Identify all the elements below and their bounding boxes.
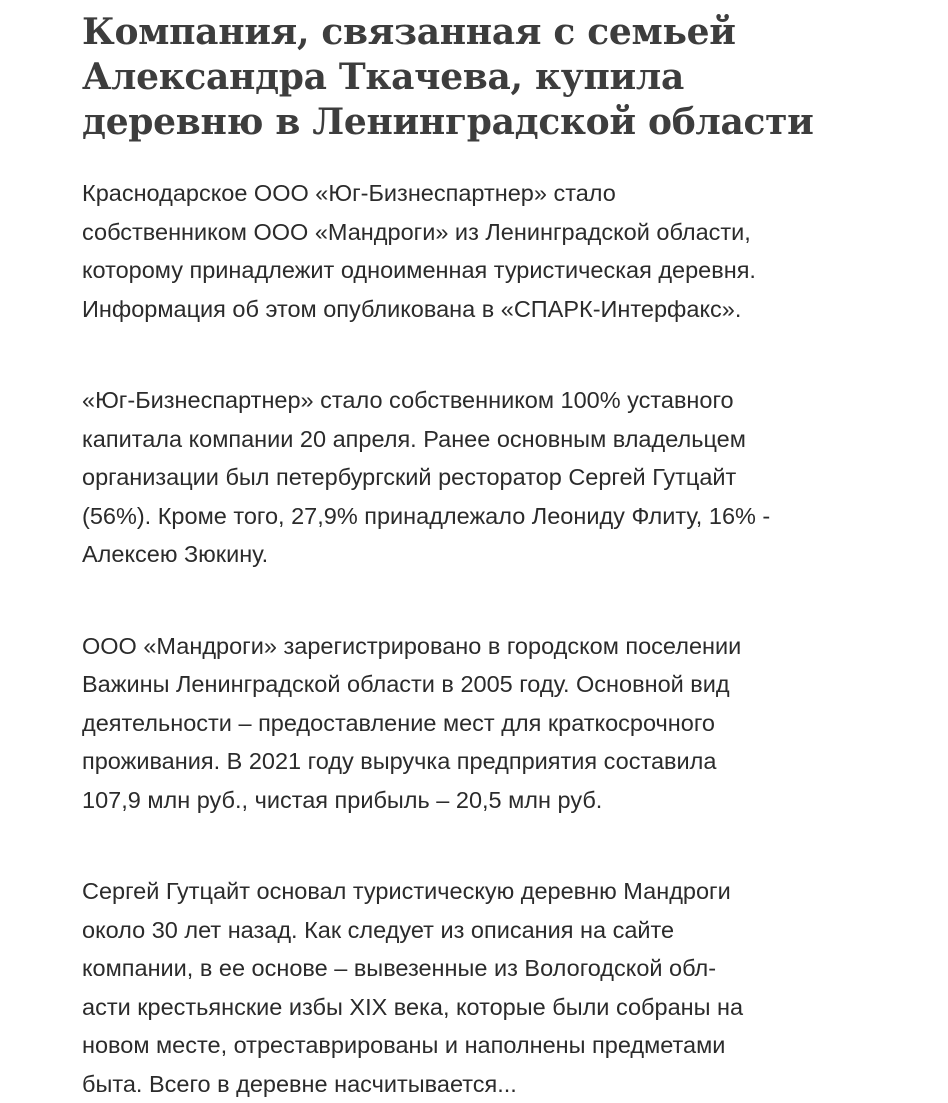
headline-line: Александра Ткачева, купила <box>82 55 882 100</box>
paragraph-line: собственником ООО «Мандроги» из Ленинградской области, <box>82 213 882 252</box>
paragraph-line: быта. Всего в деревне насчитывается... <box>82 1065 882 1103</box>
headline-line: деревню в Ленинградской области <box>82 100 882 145</box>
article <box>82 10 882 1103</box>
article-paragraph-4 <box>82 872 882 1103</box>
paragraph-line: проживания. В 2021 году выручка предприятия составила <box>82 742 882 781</box>
paragraph-line: (56%). Кроме того, 27,9% принадлежало Леониду Флиту, 16% - <box>82 497 882 536</box>
paragraph-line: которому принадлежит одноименная туристическая деревня. <box>82 251 882 290</box>
article-headline <box>82 10 882 145</box>
paragraph-line: Краснодарское ООО «Юг-Бизнеспартнер» стало <box>82 174 882 213</box>
article-paragraph-1 <box>82 174 882 328</box>
paragraph-line: капитала компании 20 апреля. Ранее основным владельцем <box>82 420 882 459</box>
paragraph-line: ООО «Мандроги» зарегистрировано в городском поселении <box>82 627 882 666</box>
article-paragraph-2 <box>82 381 882 574</box>
paragraph-line: деятельности – предоставление мест для краткосрочного <box>82 704 882 743</box>
paragraph-line: «Юг-Бизнеспартнер» стало собственником 100% уставного <box>82 381 882 420</box>
paragraph-line: Важины Ленинградской области в 2005 году. Основной вид <box>82 665 882 704</box>
headline-line: Компания, связанная с семьей <box>82 10 882 55</box>
article-paragraph-3 <box>82 627 882 820</box>
paragraph-line: около 30 лет назад. Как следует из описания на сайте <box>82 911 882 950</box>
paragraph-line: асти крестьянские избы XIX века, которые были собраны на <box>82 988 882 1027</box>
paragraph-line: 107,9 млн руб., чистая прибыль – 20,5 млн руб. <box>82 781 882 820</box>
paragraph-line: организации был петербургский ресторатор Сергей Гутцайт <box>82 458 882 497</box>
paragraph-line: Сергей Гутцайт основал туристическую деревню Мандроги <box>82 872 882 911</box>
paragraph-line: Информация об этом опубликована в «СПАРК-Интерфакс». <box>82 290 882 329</box>
paragraph-line: новом месте, отреставрированы и наполнены предметами <box>82 1026 882 1065</box>
paragraph-line: Алексею Зюкину. <box>82 535 882 574</box>
paragraph-line: компании, в ее основе – вывезенные из Вологодской обл- <box>82 949 882 988</box>
